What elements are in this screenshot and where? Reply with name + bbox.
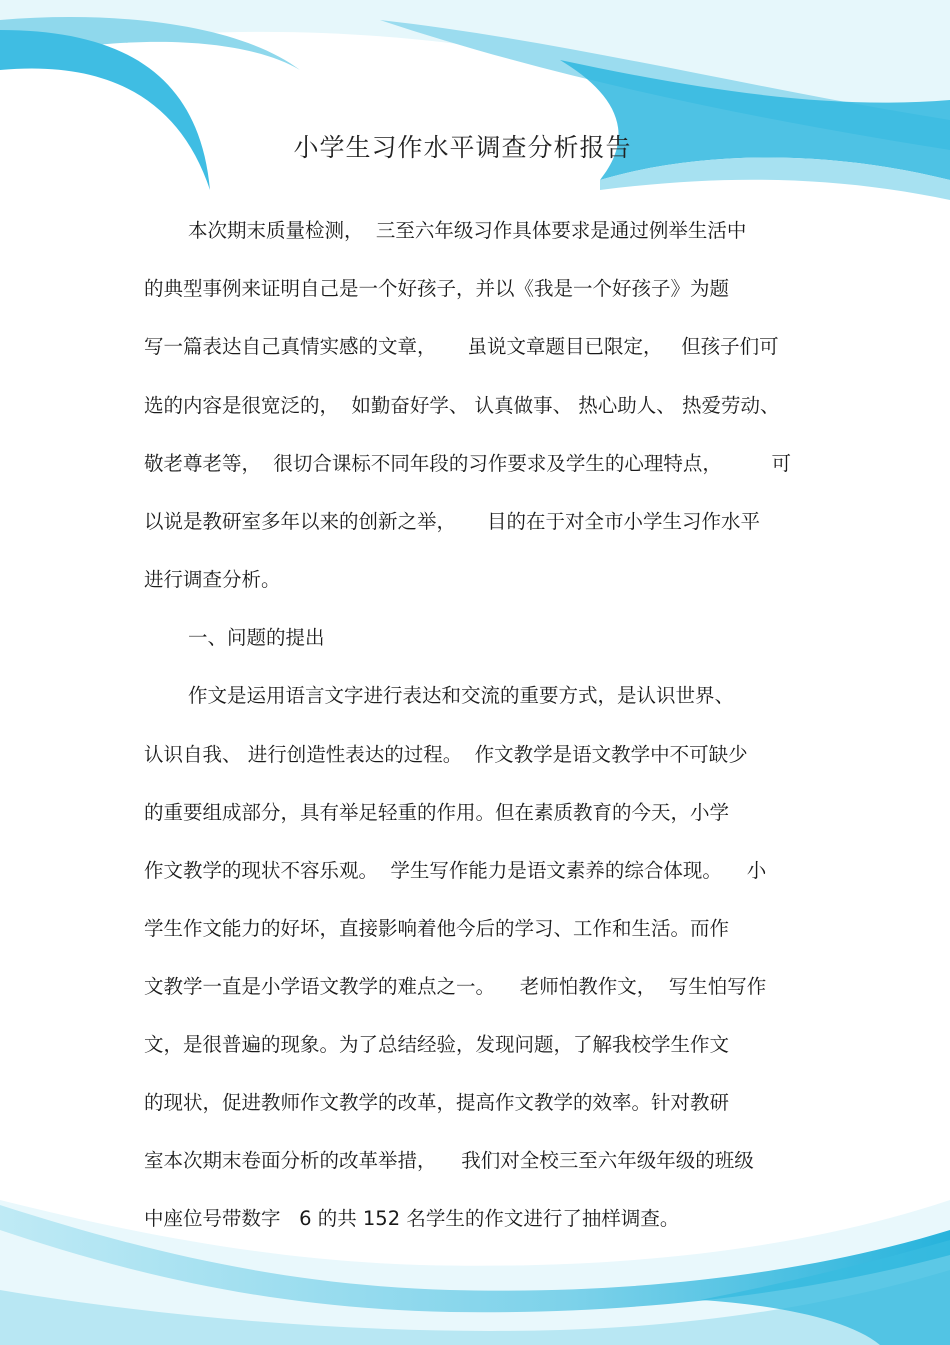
paragraph-line: 文，是很普遍的现象。为了总结经验，发现问题，了解我校学生作文 xyxy=(144,1033,730,1056)
paragraph-line: 的重要组成部分，具有举足轻重的作用。但在素质教育的今天，小学 xyxy=(144,801,730,824)
paragraph-line: 进行调查分析。 xyxy=(144,568,281,591)
paragraph-line: 室本次期末卷面分析的改革举措， 我们对全校三至六年级年级的班级 xyxy=(144,1149,754,1172)
paragraph-line: 中座位号带数字 6 的共 152 名学生的作文进行了抽样调查。 xyxy=(144,1207,680,1230)
paragraph-line: 以说是教研室多年以来的创新之举， 目的在于对全市小学生习作水平 xyxy=(144,510,760,533)
paragraph-line: 敬老尊老等， 很切合课标不同年段的习作要求及学生的心理特点， 可 xyxy=(144,452,791,475)
paragraph-line: 的现状，促进教师作文教学的改革，提高作文教学的效率。针对教研 xyxy=(144,1091,730,1114)
paragraph-line: 认识自我、 进行创造性表达的过程。 作文教学是语文教学中不可缺少 xyxy=(144,743,748,766)
document-title: 小学生习作水平调查分析报告 xyxy=(293,133,632,162)
paragraph-line: 写一篇表达自己真情实感的文章， 虽说文章题目已限定， 但孩子们可 xyxy=(144,335,779,358)
paragraph-line: 选的内容是很宽泛的， 如勤奋好学、 认真做事、 热心助人、 热爱劳动、 xyxy=(144,394,780,417)
paragraph-line: 本次期末质量检测， 三至六年级习作具体要求是通过例举生活中 xyxy=(188,219,747,242)
paragraph-line: 学生作文能力的好坏，直接影响着他今后的学习、工作和生活。而作 xyxy=(144,917,730,940)
paragraph-line: 文教学一直是小学语文教学的难点之一。 老师怕教作文， 写生怕写作 xyxy=(144,975,767,998)
paragraph-line: 作文是运用语言文字进行表达和交流的重要方式，是认识世界、 xyxy=(188,684,735,707)
section-heading: 一、问题的提出 xyxy=(188,626,325,649)
paragraph-line: 的典型事例来证明自己是一个好孩子，并以《我是一个好孩子》为题 xyxy=(144,277,730,300)
paragraph-line: 作文教学的现状不容乐观。 学生写作能力是语文素养的综合体现。 小 xyxy=(144,859,767,882)
